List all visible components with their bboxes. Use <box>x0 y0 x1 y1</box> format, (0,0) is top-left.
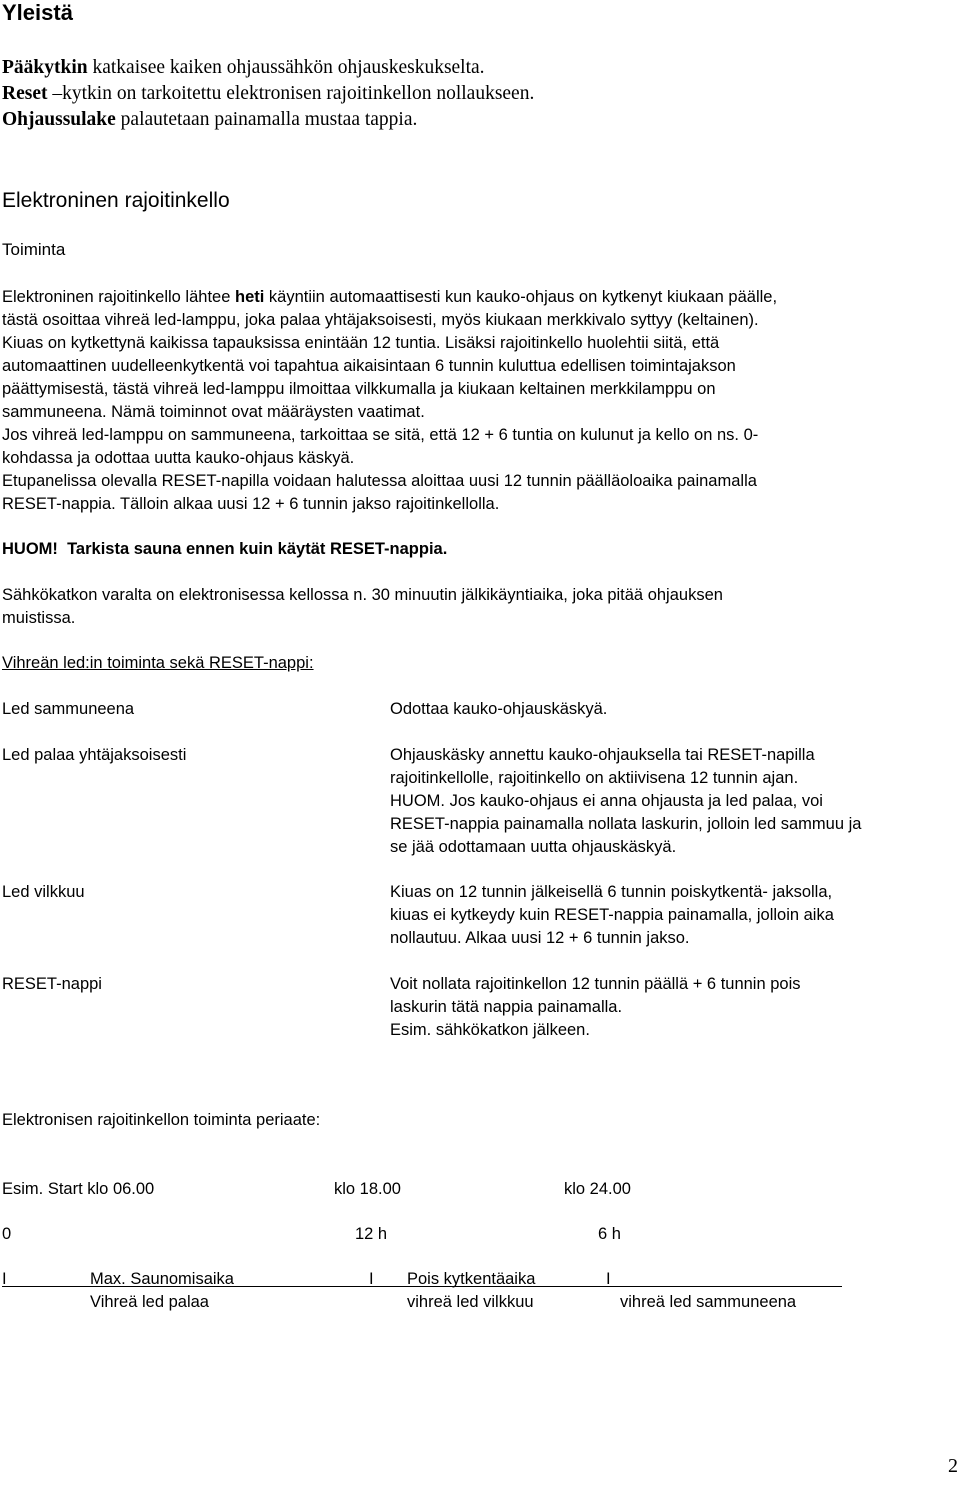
section-title: Elektroninen rajoitinkello <box>2 189 230 212</box>
paragraph-line: kohdassa ja odottaa uutta kauko-ohjaus käskyä. <box>2 449 355 467</box>
timeline-state-blink: vihreä led vilkkuu <box>407 1293 534 1311</box>
timeline-marker: I <box>606 1270 611 1288</box>
timeline-state-on: Vihreä led palaa <box>90 1293 209 1311</box>
paragraph-line: automaattinen uudelleenkytkentä voi tapahtua aikaisintaan 6 tunnin kuluttua edellisen toimintajakson <box>2 357 736 375</box>
intro-text: –kytkin on tarkoitettu elektronisen rajoitinkellon nollaukseen. <box>47 83 535 104</box>
warning-text: HUOM! Tarkista sauna ennen kuin käytät RESET-nappia. <box>2 540 448 558</box>
timeline-time-end: klo 24.00 <box>564 1180 631 1198</box>
led-row-desc-line: Voit nollata rajoitinkellon 12 tunnin päällä + 6 tunnin pois <box>390 975 801 993</box>
led-row-label: Led vilkkuu <box>2 883 85 901</box>
led-row-desc-line: RESET-nappia painamalla nollata laskurin, jolloin led sammuu ja <box>390 815 862 833</box>
power-note-line: muistissa. <box>2 609 76 627</box>
intro-line-main-switch <box>2 54 485 81</box>
paragraph-line: tästä osoittaa vihreä led-lamppu, joka palaa yhtäjaksoisesti, myös kiukaan merkkivalo syttyy (keltainen). <box>2 311 759 329</box>
intro-text: palautetaan painamalla mustaa tappia. <box>115 109 418 130</box>
led-section-title: Vihreän led:in toiminta sekä RESET-nappi: <box>2 654 314 672</box>
led-row-desc-line: Odottaa kauko-ohjauskäskyä. <box>390 700 608 718</box>
principle-title: Elektronisen rajoitinkellon toiminta periaate: <box>2 1111 321 1129</box>
led-row-desc-line: rajoitinkellolle, rajoitinkello on aktiivisena 12 tunnin ajan. <box>390 769 799 787</box>
intro-bold-term: Ohjaussulake <box>2 109 116 130</box>
paragraph-line: Etupanelissa olevalla RESET-napilla voidaan halutessa aloittaa uusi 12 tunnin päälläoloaika painamalla <box>2 472 757 490</box>
timeline-marker: I <box>369 1270 374 1288</box>
led-row-label: Led sammuneena <box>2 700 135 718</box>
timeline-duration-6h: 6 h <box>598 1225 621 1243</box>
timeline-marker: I <box>2 1270 7 1288</box>
power-note-line: Sähkökatkon varalta on elektronisessa kellossa n. 30 minuutin jälkikäyntiaika, joka pitää ohjauksen <box>2 586 723 604</box>
paragraph-line: Kiuas on kytkettynä kaikissa tapauksissa enintään 12 tuntia. Lisäksi rajoitinkello huolehtii siitä, että <box>2 334 720 352</box>
timeline-duration-zero: 0 <box>2 1225 12 1243</box>
timeline-duration-12h: 12 h <box>355 1225 388 1243</box>
timeline-state-off: vihreä led sammuneena <box>620 1293 797 1311</box>
timeline-time-start: Esim. Start klo 06.00 <box>2 1180 155 1198</box>
timeline-time-mid: klo 18.00 <box>334 1180 401 1198</box>
paragraph-line <box>2 286 777 309</box>
paragraph-bold: heti <box>234 288 265 306</box>
led-row-desc-line: Esim. sähkökatkon jälkeen. <box>390 1021 590 1039</box>
paragraph-text: Elektroninen rajoitinkello lähtee <box>2 288 235 306</box>
page-number: 2 <box>948 1455 958 1477</box>
intro-line-fuse <box>2 106 417 133</box>
subsection-title: Toiminta <box>2 240 66 259</box>
intro-line-reset <box>2 80 534 107</box>
led-row-desc-line: kiuas ei kytkeydy kuin RESET-nappia painamalla, jolloin aika <box>390 906 834 924</box>
intro-bold-term: Reset <box>2 83 48 104</box>
led-row-desc-line: nollautuu. Alkaa uusi 12 + 6 tunnin jakso. <box>390 929 690 947</box>
led-row-desc-line: Ohjauskäsky annettu kauko-ohjauksella tai RESET-napilla <box>390 746 815 764</box>
led-row-desc-line: se jää odottamaan uutta ohjauskäskyä. <box>390 838 677 856</box>
paragraph-line: sammuneena. Nämä toiminnot ovat määräysten vaatimat. <box>2 403 425 421</box>
led-row-desc-line: Kiuas on 12 tunnin jälkeisellä 6 tunnin poiskytkentä- jaksolla, <box>390 883 833 901</box>
paragraph-line: päättymisestä, tästä vihreä led-lamppu ilmoittaa vilkkumalla ja kiukaan keltainen merkkilamppu on <box>2 380 716 398</box>
led-row-label: RESET-nappi <box>2 975 102 993</box>
intro-text: katkaisee kaiken ohjaussähkön ohjauskeskukselta. <box>87 57 485 78</box>
paragraph-line: RESET-nappia. Tälloin alkaa uusi 12 + 6 tunnin jakso rajoitinkellolla. <box>2 495 500 513</box>
paragraph-line: Jos vihreä led-lamppu on sammuneena, tarkoittaa se sitä, että 12 + 6 tuntia on kulunut ja kello on ns. 0- <box>2 426 759 444</box>
led-row-label: Led palaa yhtäjaksoisesti <box>2 746 187 764</box>
timeline-segment-max-sauna: Max. Saunomisaika <box>90 1270 234 1288</box>
led-row-desc-line: laskurin tätä nappia painamalla. <box>390 998 623 1016</box>
page-heading: Yleistä <box>2 0 73 25</box>
timeline-segment-off-time: Pois kytkentäaika <box>407 1270 536 1288</box>
intro-bold-term: Pääkytkin <box>2 57 88 78</box>
led-row-desc-line: HUOM. Jos kauko-ohjaus ei anna ohjausta ja led palaa, voi <box>390 792 823 810</box>
paragraph-text: käyntiin automaattisesti kun kauko-ohjaus on kytkenyt kiukaan päälle, <box>264 288 778 306</box>
